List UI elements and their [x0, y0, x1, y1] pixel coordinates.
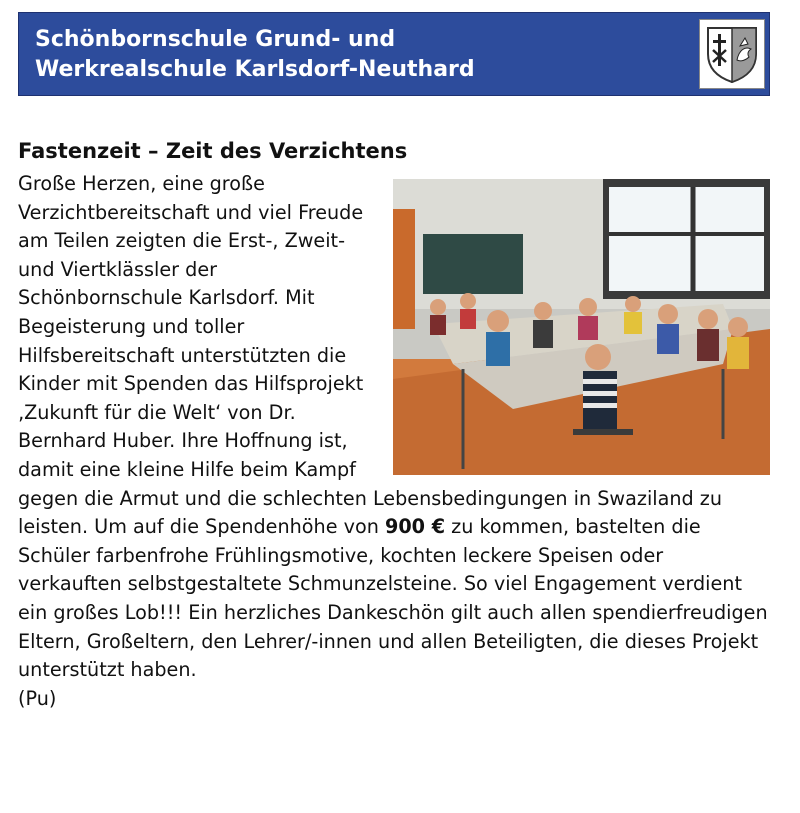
- school-name: [35, 25, 475, 85]
- article-title: Fastenzeit – Zeit des Verzichtens: [18, 139, 408, 163]
- school-name-line2: Werkrealschule Karlsdorf-Neuthard: [35, 57, 475, 82]
- crest-frame: [699, 19, 765, 89]
- article-body: [18, 170, 770, 713]
- donation-amount: 900 €: [384, 515, 446, 539]
- header-banner: [18, 12, 770, 96]
- photo-spacer: [384, 170, 770, 480]
- article-text-part2: zu kommen, bastelten die Schüler farbenfrohe Frühlingsmotive, kochten leckere Speisen oder verkauften selbstgestaltete Schmunzelsteine. So viel Engagement verdient ein großes Lob!!! Ein herzliches Dankeschön gilt auch allen spendierfreudigen Eltern, Großeltern, den Lehrer/-innen und allen Beteiligten, die dieses Projekt unterstützt haben.: [18, 515, 768, 682]
- school-name-line1: Schönbornschule Grund- und: [35, 27, 396, 52]
- municipal-coat-of-arms-icon: [704, 24, 760, 84]
- article-text-part1: Große Herzen, eine große Verzichtbereitschaft und viel Freude am Teilen zeigten die Erst-, Zweit- und Viertklässler der Schönbornschule Karlsdorf. Mit Begeisterung und toller Hilfsbereitschaft unterstützten die Kinder mit Spenden das Hilfsprojekt ‚Zukunft für die Welt‘ von Dr. Bernhard Huber. Ihre Hoffnung ist, damit eine kleine Hilfe beim Kampf gegen die Armut und die schlechten Lebensbedingungen in Swaziland zu leisten. Um auf die Spendenhöhe von: [18, 172, 723, 539]
- author-credit: (Pu): [18, 686, 57, 710]
